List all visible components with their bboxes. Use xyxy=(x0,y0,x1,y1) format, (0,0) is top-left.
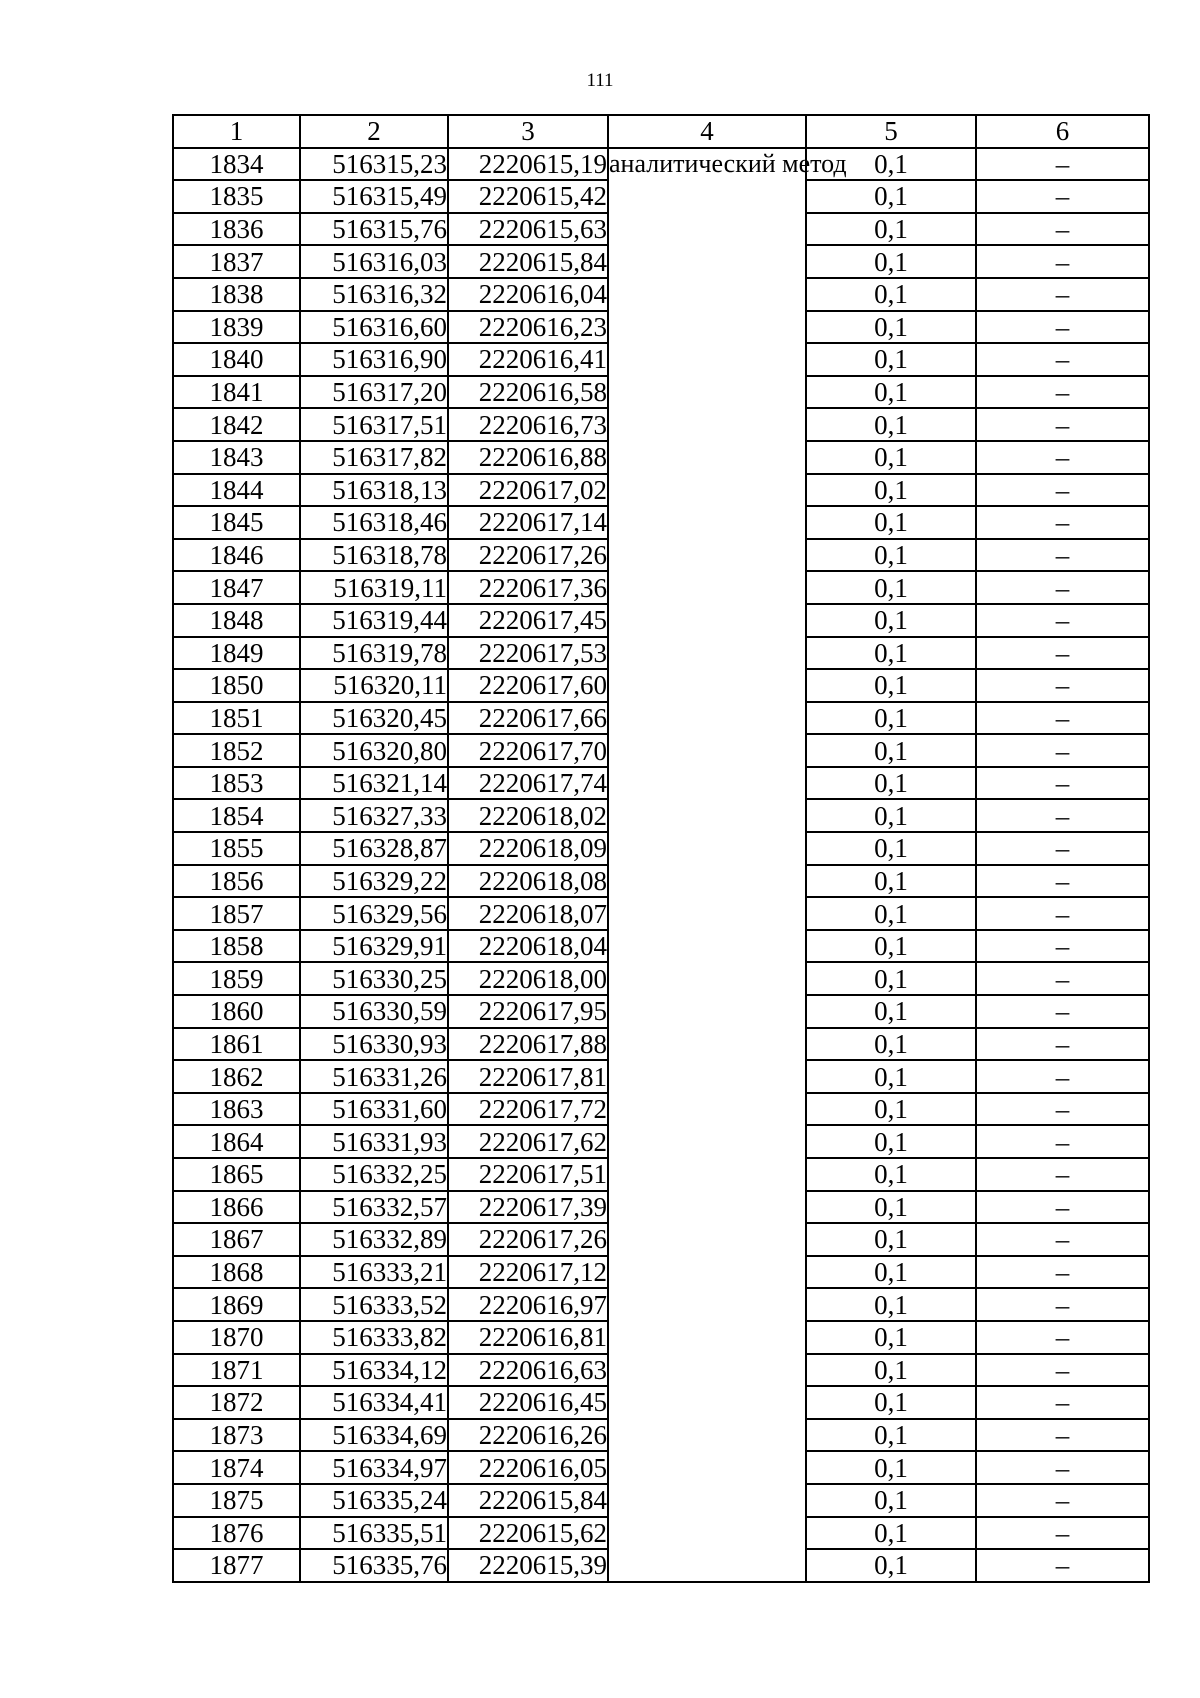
x-coordinate-cell: 516329,22 xyxy=(300,865,448,898)
accuracy-cell: 0,1 xyxy=(806,148,976,181)
x-coordinate-cell: 516317,82 xyxy=(300,441,448,474)
accuracy-cell: 0,1 xyxy=(806,343,976,376)
description-cell: – xyxy=(976,1223,1149,1256)
description-cell: – xyxy=(976,1060,1149,1093)
y-coordinate-cell: 2220617,26 xyxy=(448,539,608,572)
point-number-cell: 1871 xyxy=(173,1354,300,1387)
x-coordinate-cell: 516316,90 xyxy=(300,343,448,376)
point-number-cell: 1864 xyxy=(173,1125,300,1158)
description-cell: – xyxy=(976,702,1149,735)
y-coordinate-cell: 2220618,09 xyxy=(448,832,608,865)
x-coordinate-cell: 516319,11 xyxy=(300,571,448,604)
point-number-cell: 1844 xyxy=(173,474,300,507)
x-coordinate-cell: 516330,59 xyxy=(300,995,448,1028)
y-coordinate-cell: 2220616,88 xyxy=(448,441,608,474)
column-header-2: 2 xyxy=(300,115,448,148)
point-number-cell: 1845 xyxy=(173,506,300,539)
point-number-cell: 1876 xyxy=(173,1517,300,1550)
accuracy-cell: 0,1 xyxy=(806,1484,976,1517)
x-coordinate-cell: 516332,25 xyxy=(300,1158,448,1191)
accuracy-cell: 0,1 xyxy=(806,1093,976,1126)
description-cell: – xyxy=(976,506,1149,539)
x-coordinate-cell: 516317,51 xyxy=(300,408,448,441)
point-number-cell: 1860 xyxy=(173,995,300,1028)
description-cell: – xyxy=(976,1256,1149,1289)
accuracy-cell: 0,1 xyxy=(806,734,976,767)
accuracy-cell: 0,1 xyxy=(806,865,976,898)
accuracy-cell: 0,1 xyxy=(806,1549,976,1582)
y-coordinate-cell: 2220618,08 xyxy=(448,865,608,898)
x-coordinate-cell: 516329,91 xyxy=(300,930,448,963)
accuracy-cell: 0,1 xyxy=(806,1451,976,1484)
x-coordinate-cell: 516329,56 xyxy=(300,897,448,930)
accuracy-cell: 0,1 xyxy=(806,1321,976,1354)
description-cell: – xyxy=(976,180,1149,213)
point-number-cell: 1841 xyxy=(173,376,300,409)
y-coordinate-cell: 2220618,00 xyxy=(448,962,608,995)
point-number-cell: 1859 xyxy=(173,962,300,995)
x-coordinate-cell: 516315,76 xyxy=(300,213,448,246)
table-row xyxy=(173,148,1149,181)
accuracy-cell: 0,1 xyxy=(806,571,976,604)
point-number-cell: 1861 xyxy=(173,1028,300,1061)
column-header-3: 3 xyxy=(448,115,608,148)
y-coordinate-cell: 2220615,62 xyxy=(448,1517,608,1550)
y-coordinate-cell: 2220615,19 xyxy=(448,148,608,181)
description-cell: – xyxy=(976,1288,1149,1321)
description-cell: – xyxy=(976,1354,1149,1387)
x-coordinate-cell: 516319,44 xyxy=(300,604,448,637)
accuracy-cell: 0,1 xyxy=(806,1223,976,1256)
description-cell: – xyxy=(976,1191,1149,1224)
x-coordinate-cell: 516334,69 xyxy=(300,1419,448,1452)
x-coordinate-cell: 516315,23 xyxy=(300,148,448,181)
point-number-cell: 1838 xyxy=(173,278,300,311)
y-coordinate-cell: 2220616,45 xyxy=(448,1386,608,1419)
y-coordinate-cell: 2220615,39 xyxy=(448,1549,608,1582)
x-coordinate-cell: 516333,82 xyxy=(300,1321,448,1354)
table-body xyxy=(173,115,1149,1582)
accuracy-cell: 0,1 xyxy=(806,311,976,344)
description-cell: – xyxy=(976,865,1149,898)
description-cell: – xyxy=(976,897,1149,930)
description-cell: – xyxy=(976,799,1149,832)
description-cell: – xyxy=(976,376,1149,409)
point-number-cell: 1868 xyxy=(173,1256,300,1289)
x-coordinate-cell: 516316,03 xyxy=(300,245,448,278)
point-number-cell: 1856 xyxy=(173,865,300,898)
point-number-cell: 1842 xyxy=(173,408,300,441)
x-coordinate-cell: 516330,93 xyxy=(300,1028,448,1061)
accuracy-cell: 0,1 xyxy=(806,669,976,702)
y-coordinate-cell: 2220616,97 xyxy=(448,1288,608,1321)
description-cell: – xyxy=(976,832,1149,865)
description-cell: – xyxy=(976,1125,1149,1158)
y-coordinate-cell: 2220615,84 xyxy=(448,245,608,278)
point-number-cell: 1857 xyxy=(173,897,300,930)
accuracy-cell: 0,1 xyxy=(806,278,976,311)
description-cell: – xyxy=(976,539,1149,572)
point-number-cell: 1850 xyxy=(173,669,300,702)
x-coordinate-cell: 516333,21 xyxy=(300,1256,448,1289)
y-coordinate-cell: 2220616,04 xyxy=(448,278,608,311)
point-number-cell: 1840 xyxy=(173,343,300,376)
point-number-cell: 1839 xyxy=(173,311,300,344)
description-cell: – xyxy=(976,311,1149,344)
y-coordinate-cell: 2220617,88 xyxy=(448,1028,608,1061)
y-coordinate-cell: 2220617,60 xyxy=(448,669,608,702)
y-coordinate-cell: 2220617,36 xyxy=(448,571,608,604)
y-coordinate-cell: 2220616,63 xyxy=(448,1354,608,1387)
accuracy-cell: 0,1 xyxy=(806,474,976,507)
y-coordinate-cell: 2220617,51 xyxy=(448,1158,608,1191)
accuracy-cell: 0,1 xyxy=(806,1191,976,1224)
x-coordinate-cell: 516334,41 xyxy=(300,1386,448,1419)
x-coordinate-cell: 516327,33 xyxy=(300,799,448,832)
point-number-cell: 1874 xyxy=(173,1451,300,1484)
y-coordinate-cell: 2220617,02 xyxy=(448,474,608,507)
description-cell: – xyxy=(976,278,1149,311)
accuracy-cell: 0,1 xyxy=(806,441,976,474)
accuracy-cell: 0,1 xyxy=(806,637,976,670)
accuracy-cell: 0,1 xyxy=(806,180,976,213)
accuracy-cell: 0,1 xyxy=(806,1354,976,1387)
y-coordinate-cell: 2220615,42 xyxy=(448,180,608,213)
accuracy-cell: 0,1 xyxy=(806,1028,976,1061)
point-number-cell: 1867 xyxy=(173,1223,300,1256)
point-number-cell: 1854 xyxy=(173,799,300,832)
accuracy-cell: 0,1 xyxy=(806,1158,976,1191)
y-coordinate-cell: 2220617,81 xyxy=(448,1060,608,1093)
point-number-cell: 1835 xyxy=(173,180,300,213)
y-coordinate-cell: 2220616,58 xyxy=(448,376,608,409)
point-number-cell: 1866 xyxy=(173,1191,300,1224)
point-number-cell: 1853 xyxy=(173,767,300,800)
x-coordinate-cell: 516316,60 xyxy=(300,311,448,344)
y-coordinate-cell: 2220616,73 xyxy=(448,408,608,441)
y-coordinate-cell: 2220617,72 xyxy=(448,1093,608,1126)
y-coordinate-cell: 2220617,66 xyxy=(448,702,608,735)
x-coordinate-cell: 516320,11 xyxy=(300,669,448,702)
description-cell: – xyxy=(976,1028,1149,1061)
accuracy-cell: 0,1 xyxy=(806,604,976,637)
y-coordinate-cell: 2220617,53 xyxy=(448,637,608,670)
accuracy-cell: 0,1 xyxy=(806,1517,976,1550)
description-cell: – xyxy=(976,1517,1149,1550)
accuracy-cell: 0,1 xyxy=(806,930,976,963)
description-cell: – xyxy=(976,1549,1149,1582)
point-number-cell: 1834 xyxy=(173,148,300,181)
x-coordinate-cell: 516331,60 xyxy=(300,1093,448,1126)
y-coordinate-cell: 2220617,95 xyxy=(448,995,608,1028)
y-coordinate-cell: 2220616,05 xyxy=(448,1451,608,1484)
y-coordinate-cell: 2220616,26 xyxy=(448,1419,608,1452)
description-cell: – xyxy=(976,1484,1149,1517)
coordinates-table xyxy=(172,114,1150,1583)
point-number-cell: 1836 xyxy=(173,213,300,246)
x-coordinate-cell: 516335,76 xyxy=(300,1549,448,1582)
point-number-cell: 1875 xyxy=(173,1484,300,1517)
description-cell: – xyxy=(976,571,1149,604)
accuracy-cell: 0,1 xyxy=(806,767,976,800)
description-cell: – xyxy=(976,1386,1149,1419)
x-coordinate-cell: 516334,97 xyxy=(300,1451,448,1484)
x-coordinate-cell: 516316,32 xyxy=(300,278,448,311)
description-cell: – xyxy=(976,1093,1149,1126)
point-number-cell: 1873 xyxy=(173,1419,300,1452)
column-header-6: 6 xyxy=(976,115,1149,148)
description-cell: – xyxy=(976,767,1149,800)
column-header-1: 1 xyxy=(173,115,300,148)
description-cell: – xyxy=(976,1321,1149,1354)
point-number-cell: 1852 xyxy=(173,734,300,767)
accuracy-cell: 0,1 xyxy=(806,1060,976,1093)
point-number-cell: 1858 xyxy=(173,930,300,963)
y-coordinate-cell: 2220617,12 xyxy=(448,1256,608,1289)
point-number-cell: 1872 xyxy=(173,1386,300,1419)
y-coordinate-cell: 2220615,84 xyxy=(448,1484,608,1517)
x-coordinate-cell: 516330,25 xyxy=(300,962,448,995)
y-coordinate-cell: 2220616,23 xyxy=(448,311,608,344)
point-number-cell: 1849 xyxy=(173,637,300,670)
description-cell: – xyxy=(976,408,1149,441)
x-coordinate-cell: 516331,93 xyxy=(300,1125,448,1158)
x-coordinate-cell: 516331,26 xyxy=(300,1060,448,1093)
point-number-cell: 1837 xyxy=(173,245,300,278)
point-number-cell: 1863 xyxy=(173,1093,300,1126)
accuracy-cell: 0,1 xyxy=(806,962,976,995)
y-coordinate-cell: 2220617,14 xyxy=(448,506,608,539)
accuracy-cell: 0,1 xyxy=(806,702,976,735)
description-cell: – xyxy=(976,474,1149,507)
description-cell: – xyxy=(976,1158,1149,1191)
page-number: 111 xyxy=(586,70,614,91)
accuracy-cell: 0,1 xyxy=(806,213,976,246)
point-number-cell: 1848 xyxy=(173,604,300,637)
point-number-cell: 1846 xyxy=(173,539,300,572)
accuracy-cell: 0,1 xyxy=(806,799,976,832)
x-coordinate-cell: 516335,51 xyxy=(300,1517,448,1550)
point-number-cell: 1877 xyxy=(173,1549,300,1582)
accuracy-cell: 0,1 xyxy=(806,1125,976,1158)
y-coordinate-cell: 2220616,41 xyxy=(448,343,608,376)
description-cell: – xyxy=(976,734,1149,767)
y-coordinate-cell: 2220617,74 xyxy=(448,767,608,800)
accuracy-cell: 0,1 xyxy=(806,408,976,441)
description-cell: – xyxy=(976,441,1149,474)
x-coordinate-cell: 516317,20 xyxy=(300,376,448,409)
accuracy-cell: 0,1 xyxy=(806,1386,976,1419)
accuracy-cell: 0,1 xyxy=(806,1256,976,1289)
accuracy-cell: 0,1 xyxy=(806,539,976,572)
accuracy-cell: 0,1 xyxy=(806,1288,976,1321)
x-coordinate-cell: 516315,49 xyxy=(300,180,448,213)
description-cell: – xyxy=(976,1419,1149,1452)
method-cell: аналитический метод xyxy=(608,148,806,1582)
description-cell: – xyxy=(976,343,1149,376)
point-number-cell: 1869 xyxy=(173,1288,300,1321)
x-coordinate-cell: 516318,78 xyxy=(300,539,448,572)
x-coordinate-cell: 516335,24 xyxy=(300,1484,448,1517)
accuracy-cell: 0,1 xyxy=(806,832,976,865)
y-coordinate-cell: 2220618,04 xyxy=(448,930,608,963)
point-number-cell: 1862 xyxy=(173,1060,300,1093)
x-coordinate-cell: 516328,87 xyxy=(300,832,448,865)
accuracy-cell: 0,1 xyxy=(806,376,976,409)
x-coordinate-cell: 516320,45 xyxy=(300,702,448,735)
column-header-5: 5 xyxy=(806,115,976,148)
column-header-4: 4 xyxy=(608,115,806,148)
point-number-cell: 1865 xyxy=(173,1158,300,1191)
accuracy-cell: 0,1 xyxy=(806,1419,976,1452)
x-coordinate-cell: 516333,52 xyxy=(300,1288,448,1321)
point-number-cell: 1855 xyxy=(173,832,300,865)
accuracy-cell: 0,1 xyxy=(806,245,976,278)
point-number-cell: 1851 xyxy=(173,702,300,735)
table-header-row xyxy=(173,115,1149,148)
x-coordinate-cell: 516321,14 xyxy=(300,767,448,800)
x-coordinate-cell: 516334,12 xyxy=(300,1354,448,1387)
point-number-cell: 1843 xyxy=(173,441,300,474)
description-cell: – xyxy=(976,669,1149,702)
y-coordinate-cell: 2220617,62 xyxy=(448,1125,608,1158)
y-coordinate-cell: 2220617,26 xyxy=(448,1223,608,1256)
description-cell: – xyxy=(976,245,1149,278)
description-cell: – xyxy=(976,213,1149,246)
x-coordinate-cell: 516320,80 xyxy=(300,734,448,767)
point-number-cell: 1870 xyxy=(173,1321,300,1354)
x-coordinate-cell: 516319,78 xyxy=(300,637,448,670)
x-coordinate-cell: 516318,46 xyxy=(300,506,448,539)
description-cell: – xyxy=(976,930,1149,963)
y-coordinate-cell: 2220617,45 xyxy=(448,604,608,637)
y-coordinate-cell: 2220617,70 xyxy=(448,734,608,767)
description-cell: – xyxy=(976,1451,1149,1484)
description-cell: – xyxy=(976,962,1149,995)
x-coordinate-cell: 516332,89 xyxy=(300,1223,448,1256)
description-cell: – xyxy=(976,148,1149,181)
x-coordinate-cell: 516332,57 xyxy=(300,1191,448,1224)
y-coordinate-cell: 2220615,63 xyxy=(448,213,608,246)
accuracy-cell: 0,1 xyxy=(806,995,976,1028)
description-cell: – xyxy=(976,637,1149,670)
y-coordinate-cell: 2220618,02 xyxy=(448,799,608,832)
x-coordinate-cell: 516318,13 xyxy=(300,474,448,507)
accuracy-cell: 0,1 xyxy=(806,897,976,930)
description-cell: – xyxy=(976,995,1149,1028)
y-coordinate-cell: 2220618,07 xyxy=(448,897,608,930)
accuracy-cell: 0,1 xyxy=(806,506,976,539)
description-cell: – xyxy=(976,604,1149,637)
point-number-cell: 1847 xyxy=(173,571,300,604)
y-coordinate-cell: 2220617,39 xyxy=(448,1191,608,1224)
y-coordinate-cell: 2220616,81 xyxy=(448,1321,608,1354)
